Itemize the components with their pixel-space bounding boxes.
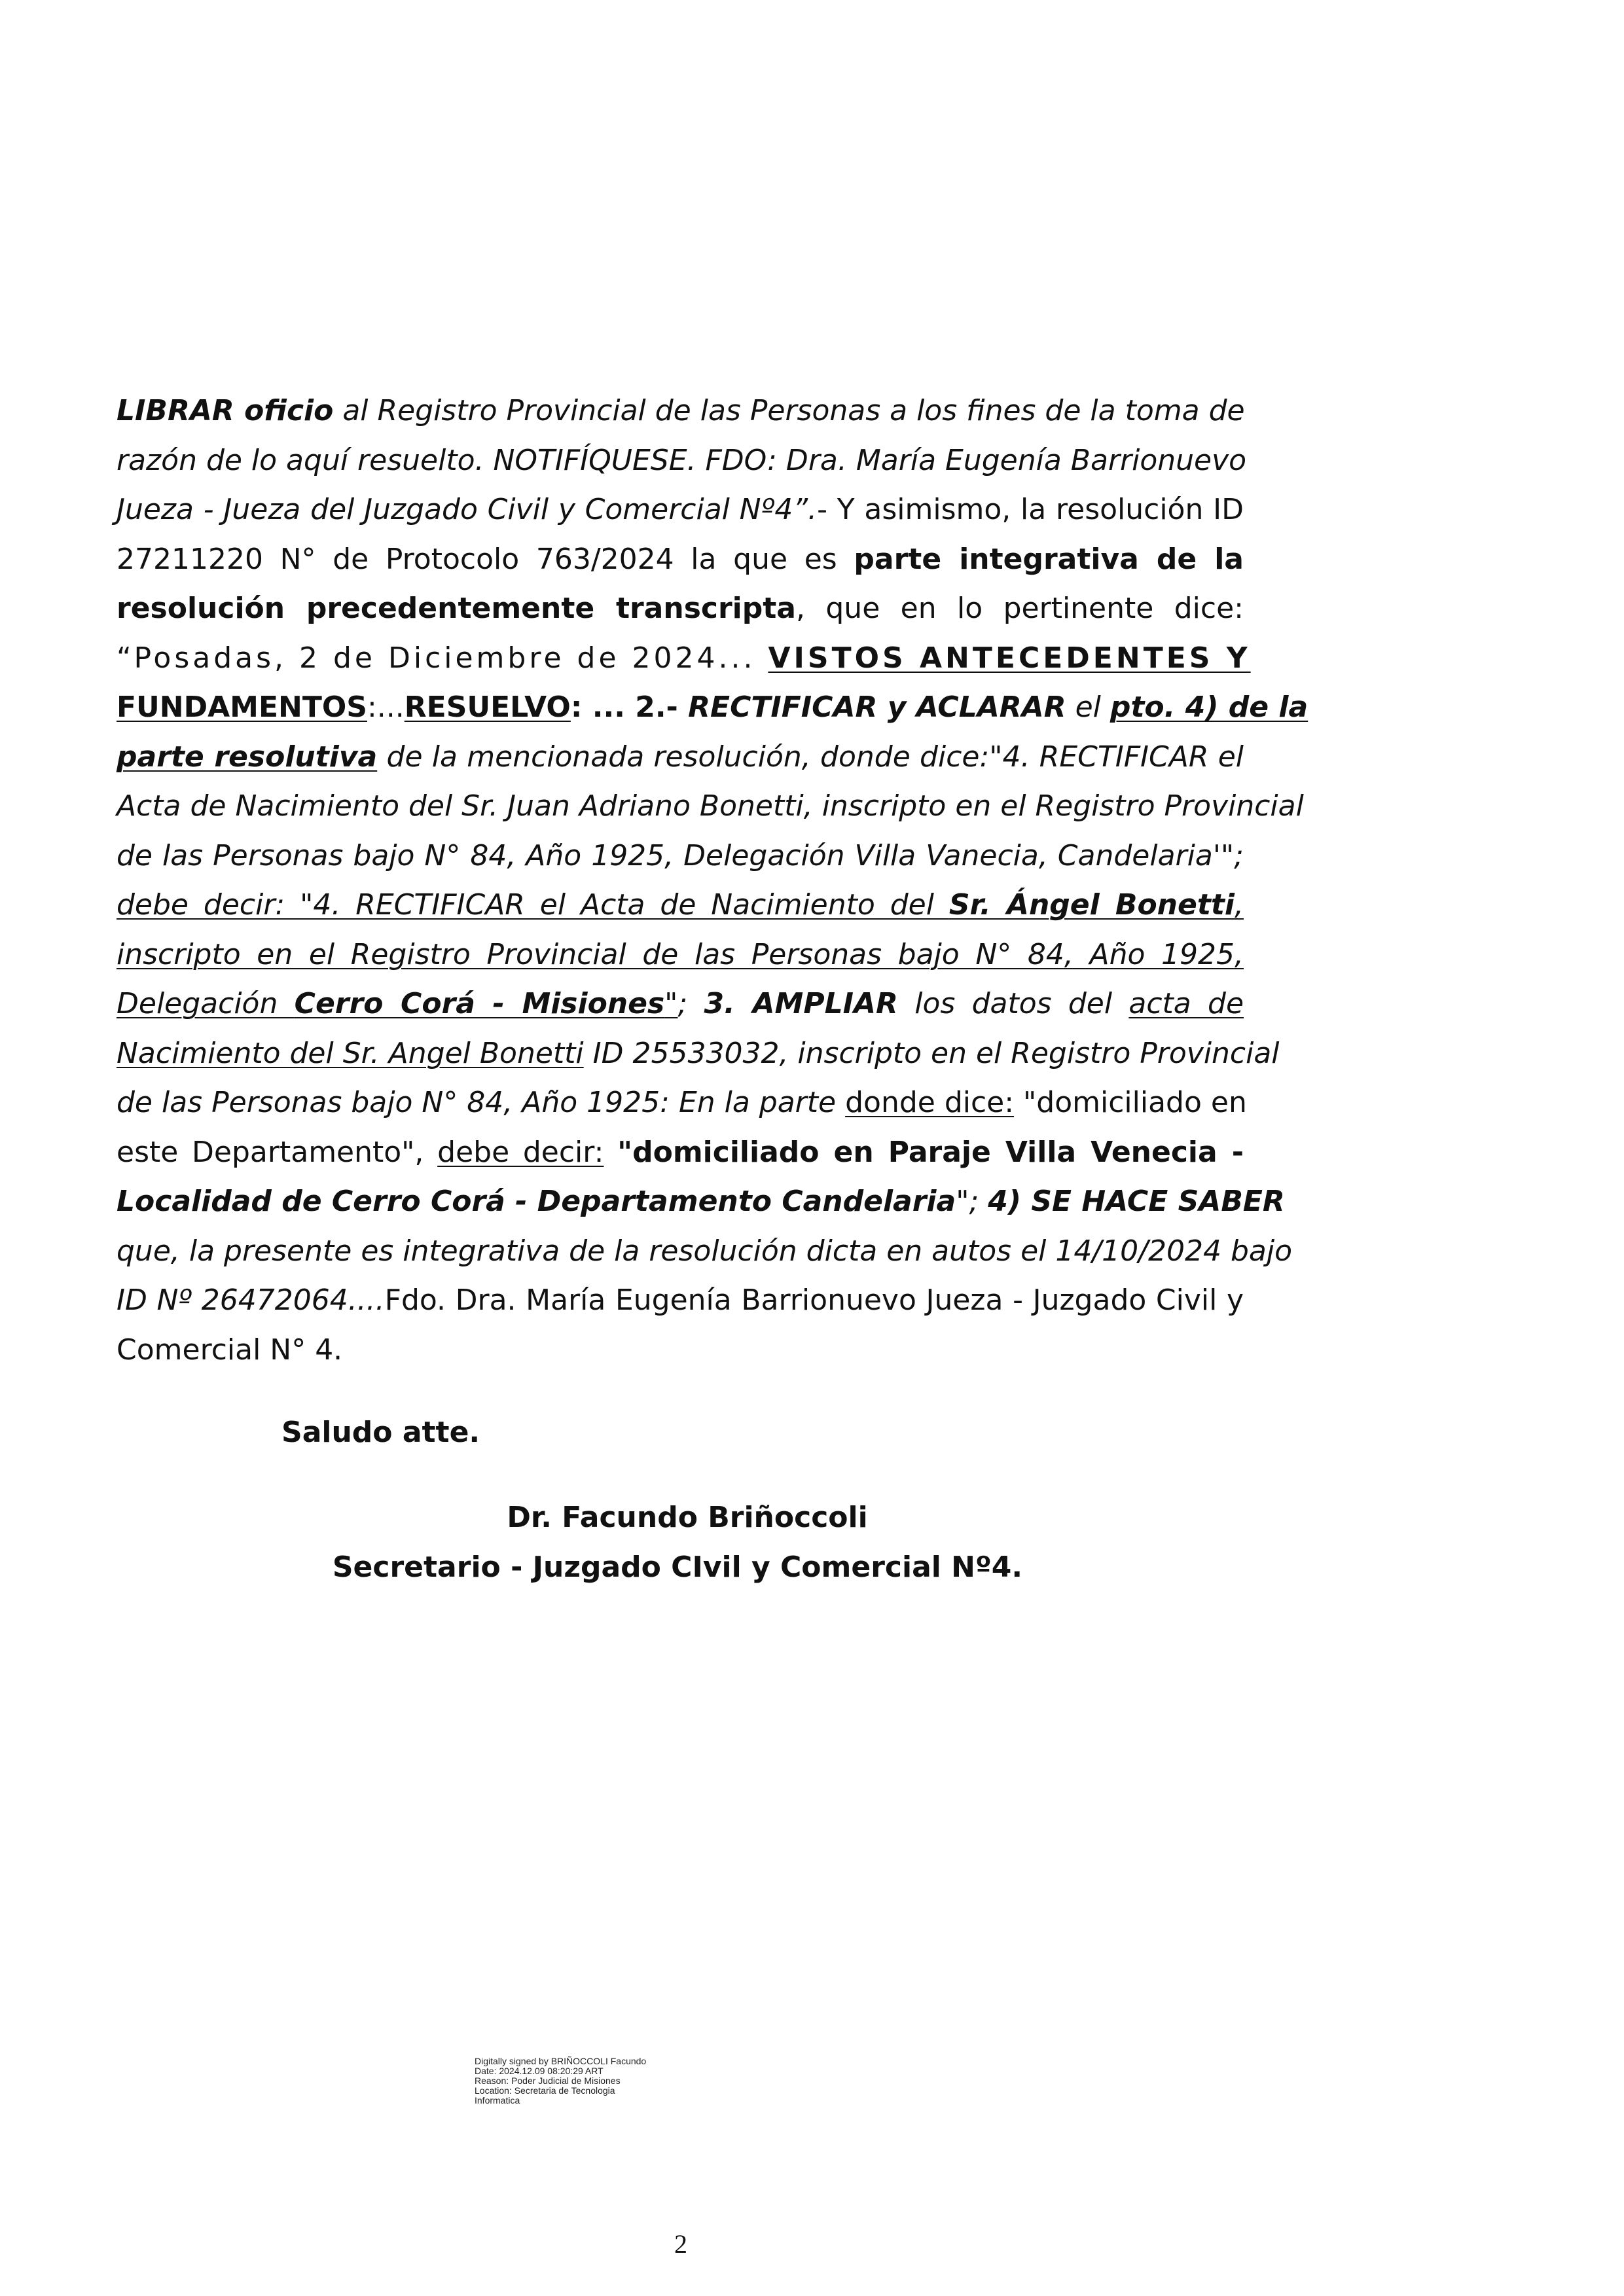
body-line (117, 485, 1244, 535)
text-run: ; (677, 987, 704, 1020)
text-run: Fdo. Dra. María Eugenía Barrionuevo Jueza - Juzgado Civil y (384, 1283, 1244, 1317)
text-run: Delegación (117, 987, 295, 1020)
signatory-role: Secretario - Juzgado CIvil y Comercial Nº4. (332, 1551, 1023, 1584)
body-line (117, 683, 1308, 732)
text-run: Acta de Nacimiento del Sr. Juan Adriano Bonetti, inscripto en el Registro Provincial (117, 789, 1304, 823)
text-run: "domiciliado en Paraje Villa Venecia - (617, 1135, 1244, 1169)
text-run: inscripto en el Registro Provincial de las Personas bajo N° 84, Año 1925, (117, 937, 1244, 971)
stamp-line: Digitally signed by BRIÑOCCOLI Facundo (475, 2056, 647, 2066)
closing-salutation: Saludo atte. (281, 1416, 480, 1449)
body-line (117, 634, 1251, 683)
text-run: "domiciliado en (1014, 1086, 1247, 1119)
text-run: acta de (1128, 987, 1244, 1020)
text-run: pto. 4) de la (1110, 691, 1308, 724)
body-line (117, 1177, 1285, 1227)
body-line (117, 1227, 1292, 1276)
body-line (117, 386, 1244, 436)
signatory-name: Dr. Facundo Briñoccoli (507, 1501, 868, 1534)
text-run: 3. AMPLIAR (704, 987, 898, 1020)
stamp-line: Informatica (475, 2095, 520, 2106)
text-run: " (664, 987, 678, 1020)
body-line (117, 436, 1247, 486)
body-line (117, 880, 1244, 930)
text-run: "; (956, 1185, 988, 1218)
body-line (117, 584, 1244, 634)
text-run: 4) SE HACE SABER (988, 1185, 1285, 1218)
body-line (117, 831, 1244, 881)
text-run: donde dice: (845, 1086, 1015, 1119)
text-run: que, la presente es integrativa de la resolución dicta en autos el 14/10/2024 bajo (117, 1234, 1292, 1268)
text-run: resolución precedentemente transcripta (117, 592, 796, 625)
body-line (117, 1325, 1244, 1375)
text-run: : ... 2.- (570, 691, 689, 724)
text-run: 27211220 N° de Protocolo 763/2024 la que es (117, 542, 854, 576)
text-run: Comercial N° 4. (117, 1333, 343, 1367)
page-number: 2 (674, 2229, 687, 2259)
text-run: LIBRAR oficio (117, 394, 334, 427)
stamp-line: Date: 2024.12.09 08:20:29 ART (475, 2066, 604, 2076)
digital-signature-stamp (475, 2056, 646, 2106)
body-line (117, 1029, 1280, 1079)
text-run: los datos del (897, 987, 1129, 1020)
body-paragraph (117, 386, 1308, 1374)
text-run: RECTIFICAR y ACLARAR (688, 691, 1066, 724)
text-run: , que en lo pertinente dice: (795, 592, 1244, 625)
text-run: Nacimiento del Sr. Angel Bonetti (117, 1036, 584, 1070)
body-line (117, 1276, 1244, 1325)
body-line (117, 1078, 1247, 1128)
body-line (117, 535, 1244, 584)
text-run: de las Personas bajo N° 84, Año 1925: En la parte (117, 1086, 846, 1119)
text-run: Sr. Ángel Bonetti (948, 888, 1235, 922)
text-run: parte integrativa de la (854, 542, 1244, 576)
text-run: parte resolutiva (117, 740, 378, 774)
text-run: , (1235, 888, 1244, 922)
text-run: razón de lo aquí resuelto. NOTIFÍQUESE. FDO: Dra. María Eugenía Barrionuevo (117, 443, 1247, 477)
text-run: debe decir: "4. RECTIFICAR el Acta de Nacimiento del (117, 888, 949, 922)
text-run: Localidad de Cerro Corá - Departamento Candelaria (117, 1185, 956, 1218)
text-run: este Departamento", (117, 1135, 438, 1169)
text-run: al Registro Provincial de las Personas a los fines de la toma de (333, 394, 1245, 427)
text-run: ID 25533032, inscripto en el Registro Provincial (583, 1036, 1280, 1070)
text-run: :... (367, 691, 405, 724)
text-run: - Y asimismo, la resolución ID (817, 493, 1244, 526)
body-line (117, 1128, 1244, 1177)
text-run: RESUELVO (404, 691, 571, 724)
text-run: de la mencionada resolución, donde dice:"4. RECTIFICAR el (377, 740, 1244, 774)
body-line (117, 979, 1244, 1029)
stamp-line: Reason: Poder Judicial de Misiones (475, 2075, 621, 2086)
text-run: el (1066, 691, 1110, 724)
text-run: Cerro Corá - Misiones (294, 987, 665, 1020)
text-run: FUNDAMENTOS (117, 691, 367, 724)
text-run: de las Personas bajo N° 84, Año 1925, Delegación Villa Vanecia, Candelaria'"; (117, 838, 1244, 872)
text-run: VISTOS ANTECEDENTES Y (768, 641, 1251, 675)
text-run (604, 1136, 617, 1169)
text-run: “Posadas, 2 de Diciembre de 2024... (117, 641, 768, 675)
text-run: ID Nº 26472064.... (117, 1283, 385, 1317)
body-line (117, 930, 1244, 980)
text-run: Jueza - Jueza del Juzgado Civil y Comercial Nº4”. (117, 493, 818, 526)
text-run: debe decir: (437, 1135, 604, 1169)
body-line (117, 781, 1304, 831)
stamp-line: Location: Secretaria de Tecnologia (475, 2085, 615, 2096)
body-line (117, 732, 1244, 782)
